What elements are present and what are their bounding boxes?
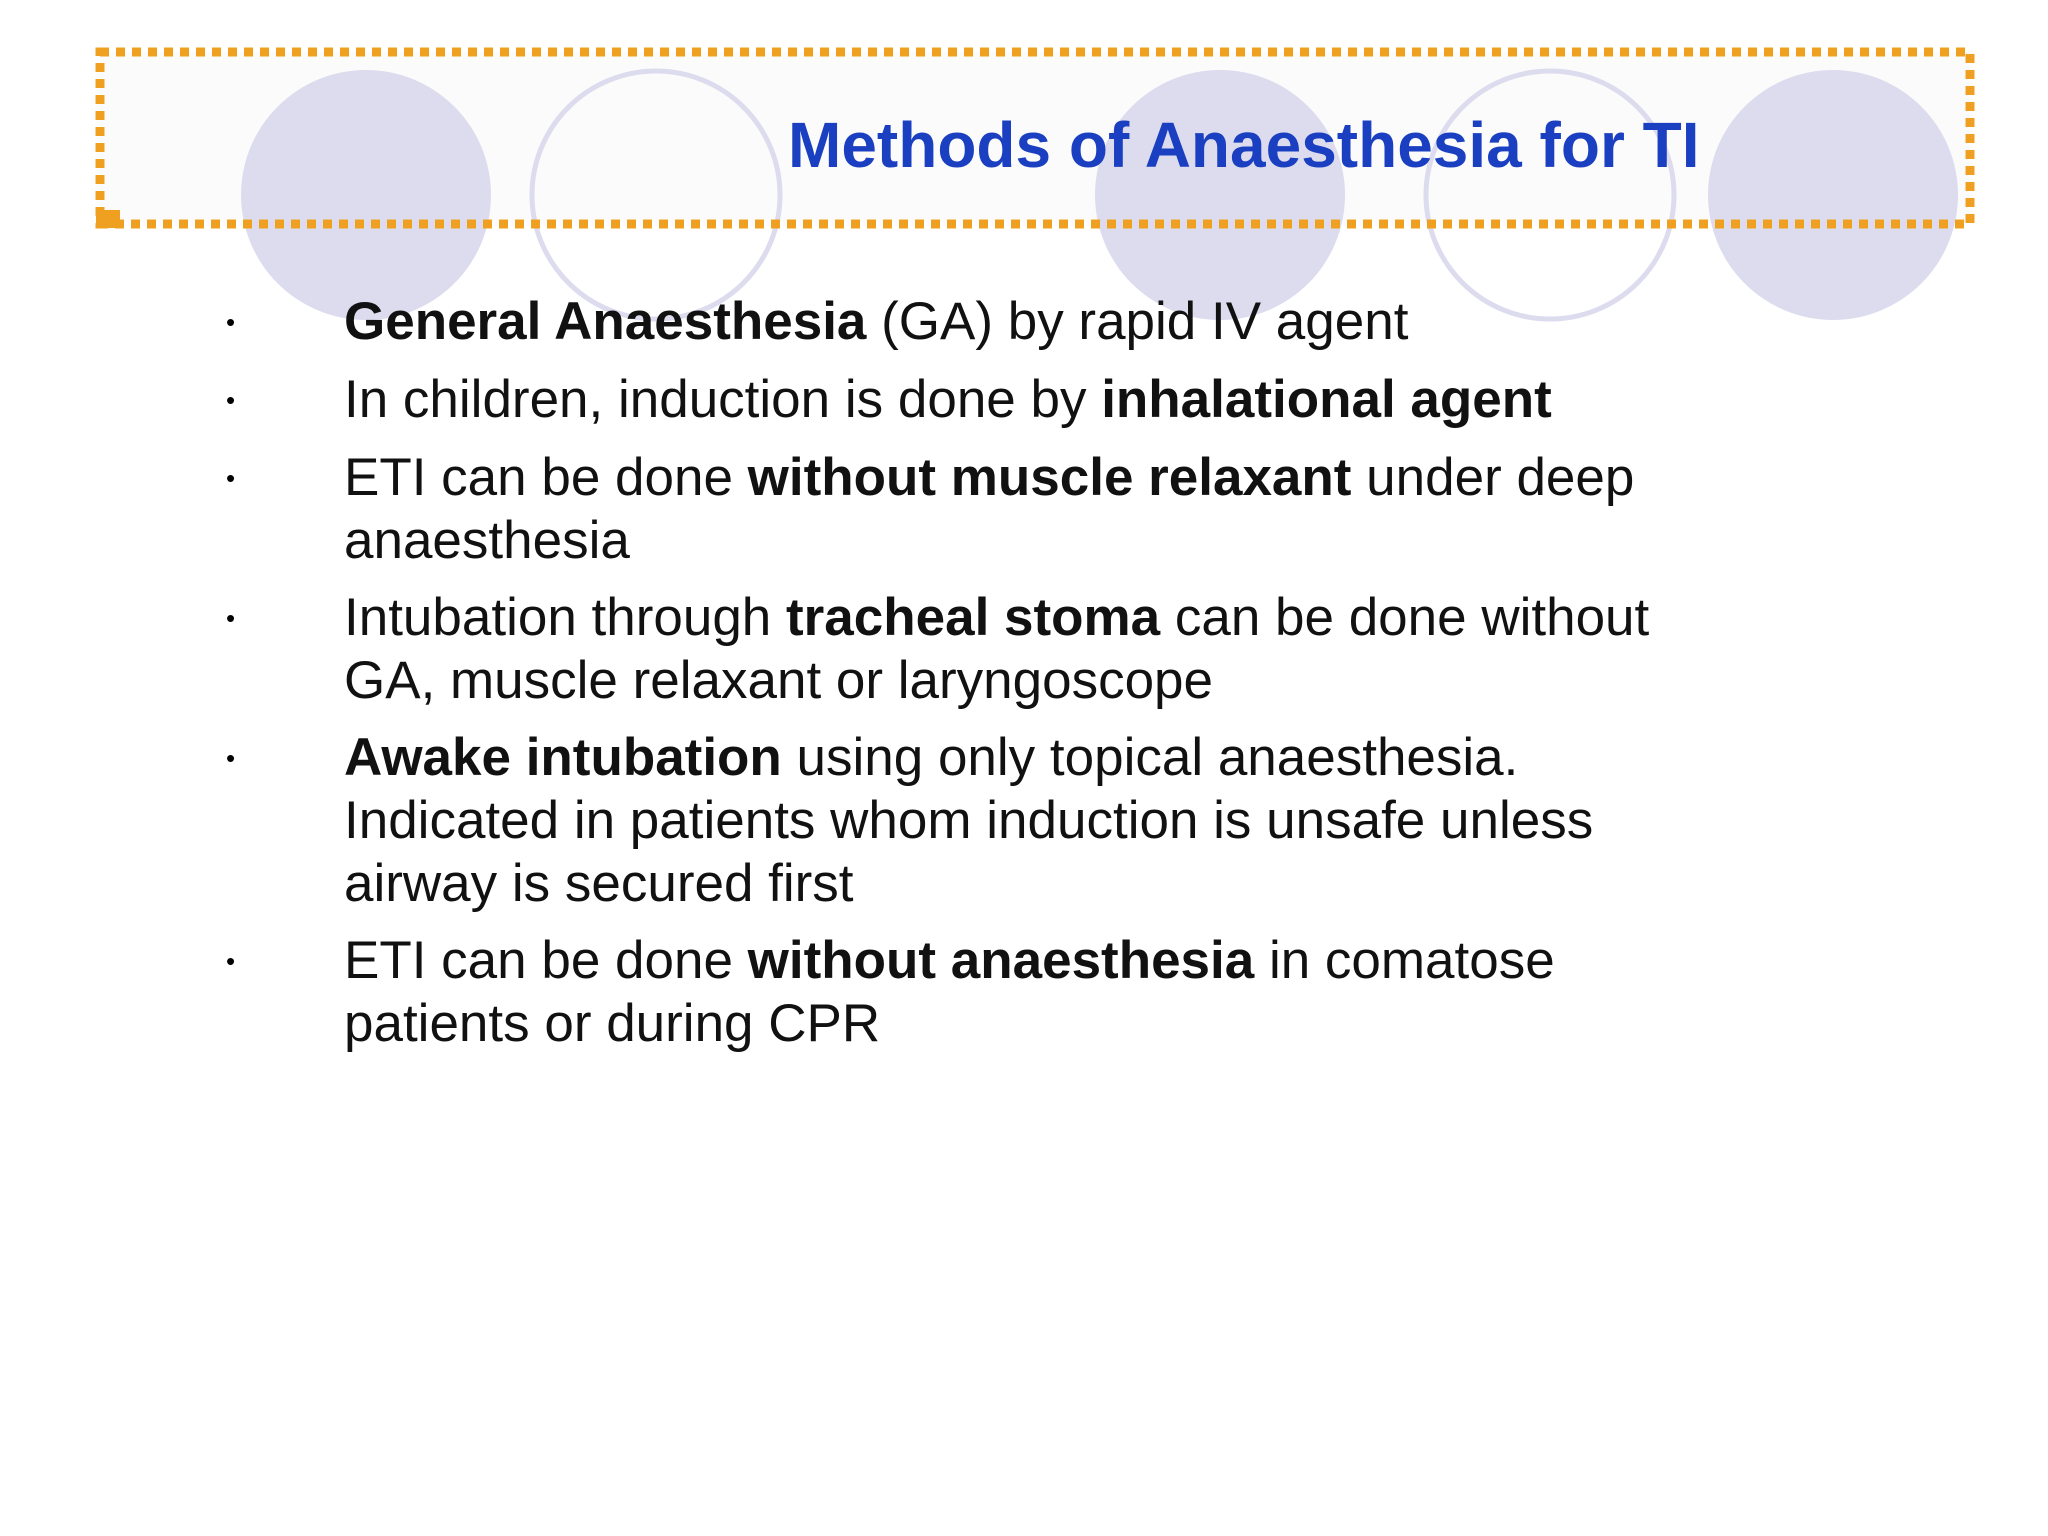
bullet-list bbox=[226, 290, 1676, 1069]
bullet-marker: • bbox=[226, 743, 236, 773]
text-run: in comatose patients or during CPR bbox=[344, 931, 1555, 1053]
bold-phrase: without muscle relaxant bbox=[747, 448, 1352, 507]
text-run: ETI can be done bbox=[344, 448, 748, 507]
bullet-item bbox=[226, 586, 1676, 712]
bold-phrase: General Anaesthesia bbox=[344, 292, 867, 351]
text-run: ETI can be done bbox=[344, 931, 748, 990]
bullet-text bbox=[344, 446, 1676, 572]
text-run: Intubation through bbox=[344, 588, 787, 647]
bold-phrase: without anaesthesia bbox=[747, 931, 1255, 990]
bullet-marker: • bbox=[226, 946, 236, 976]
decor-circle-filled bbox=[241, 70, 491, 320]
bullet-text bbox=[344, 586, 1676, 712]
bullet-item bbox=[226, 726, 1676, 915]
bullet-item bbox=[226, 290, 1676, 354]
bullet-item bbox=[226, 446, 1676, 572]
text-run: using only topical anaesthesia. Indicated in patients whom induction is unsafe unless airway is secured first bbox=[344, 728, 1594, 913]
bullet-item bbox=[226, 368, 1676, 432]
bullet-text bbox=[344, 929, 1676, 1055]
bold-phrase: Awake intubation bbox=[344, 728, 782, 787]
title-corner-marker bbox=[96, 210, 120, 228]
bold-phrase: inhalational agent bbox=[1101, 370, 1552, 429]
bullet-marker: • bbox=[226, 385, 236, 415]
text-run: under deep anaesthesia bbox=[344, 448, 1635, 570]
text-run: can be done without GA, muscle relaxant or laryngoscope bbox=[344, 588, 1650, 710]
text-run: (GA) by rapid IV agent bbox=[866, 292, 1409, 351]
bullet-marker: • bbox=[226, 307, 236, 337]
bullet-marker: • bbox=[226, 463, 236, 493]
bold-phrase: tracheal stoma bbox=[786, 588, 1161, 647]
slide-title: Methods of Anaesthesia for TI bbox=[788, 109, 1700, 181]
bullet-text bbox=[344, 726, 1676, 915]
bullet-marker: • bbox=[226, 603, 236, 633]
text-run: In children, induction is done by bbox=[344, 370, 1102, 429]
bullet-text bbox=[344, 368, 1676, 431]
decor-circle-filled bbox=[1708, 70, 1958, 320]
bullet-item bbox=[226, 929, 1676, 1055]
bullet-text bbox=[344, 290, 1676, 353]
